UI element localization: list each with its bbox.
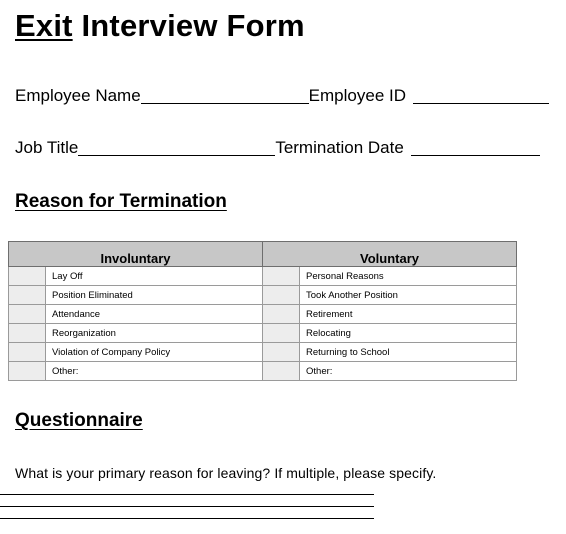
voluntary-checkbox[interactable]	[263, 286, 300, 305]
involuntary-checkbox[interactable]	[9, 362, 46, 381]
table-row	[9, 362, 517, 381]
questionnaire-heading: Questionnaire	[15, 410, 143, 431]
involuntary-checkbox[interactable]	[9, 324, 46, 343]
voluntary-checkbox[interactable]	[263, 343, 300, 362]
involuntary-reason: Lay Off	[46, 267, 263, 286]
reason-section-heading: Reason for Termination	[15, 191, 227, 212]
involuntary-reason: Reorganization	[46, 324, 263, 343]
job-title-label: Job Title	[15, 138, 79, 157]
voluntary-checkbox[interactable]	[263, 267, 300, 286]
job-info-row	[15, 138, 540, 158]
employee-info-row	[15, 86, 549, 106]
question-primary-reason: What is your primary reason for leaving? If multiple, please specify.	[15, 465, 437, 481]
involuntary-reason: Violation of Company Policy	[46, 343, 263, 362]
employee-name-label: Employee Name	[15, 86, 141, 105]
involuntary-reason: Attendance	[46, 305, 263, 324]
involuntary-checkbox[interactable]	[9, 305, 46, 324]
employee-id-label: Employee ID	[308, 86, 406, 105]
involuntary-reason: Other:	[46, 362, 263, 381]
involuntary-header: Involuntary	[9, 242, 263, 267]
involuntary-checkbox[interactable]	[9, 343, 46, 362]
table-row	[9, 305, 517, 324]
voluntary-checkbox[interactable]	[263, 362, 300, 381]
table-row	[9, 343, 517, 362]
answer-line[interactable]	[0, 506, 374, 507]
voluntary-checkbox[interactable]	[263, 324, 300, 343]
involuntary-reason: Position Eliminated	[46, 286, 263, 305]
form-title-rest: Interview Form	[72, 8, 305, 43]
involuntary-checkbox[interactable]	[9, 286, 46, 305]
table-row	[9, 286, 517, 305]
answer-line[interactable]	[0, 518, 374, 519]
job-title-field[interactable]	[78, 139, 275, 156]
termination-date-label: Termination Date	[275, 138, 404, 157]
table-row	[9, 324, 517, 343]
reason-table	[8, 241, 517, 381]
voluntary-reason: Personal Reasons	[300, 267, 517, 286]
voluntary-reason: Relocating	[300, 324, 517, 343]
voluntary-header: Voluntary	[263, 242, 517, 267]
answer-line[interactable]	[0, 494, 374, 495]
voluntary-reason: Other:	[300, 362, 517, 381]
employee-name-field[interactable]	[141, 87, 309, 104]
form-title-prefix: Exit	[15, 8, 73, 43]
termination-date-field[interactable]	[411, 139, 540, 156]
voluntary-checkbox[interactable]	[263, 305, 300, 324]
involuntary-checkbox[interactable]	[9, 267, 46, 286]
voluntary-reason: Took Another Position	[300, 286, 517, 305]
form-title	[15, 8, 305, 44]
voluntary-reason: Returning to School	[300, 343, 517, 362]
table-row	[9, 267, 517, 286]
employee-id-field[interactable]	[413, 87, 549, 104]
voluntary-reason: Retirement	[300, 305, 517, 324]
